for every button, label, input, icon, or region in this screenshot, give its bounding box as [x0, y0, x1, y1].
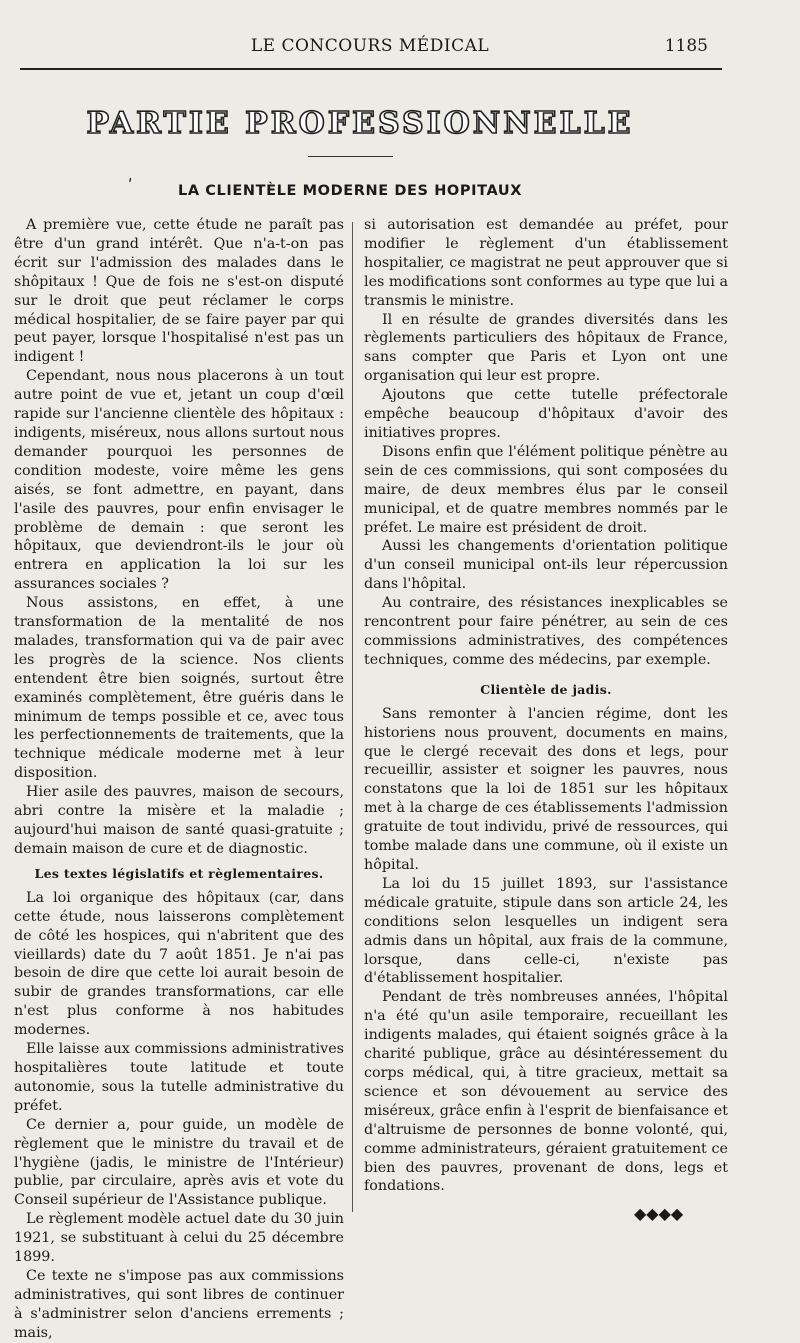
journal-title: LE CONCOURS MÉDICAL — [250, 36, 490, 56]
paragraph: Au contraire, des résistances inexplicables se rencontrent pour faire pénétrer, au sein de ces commissions administratives, des compétences techniques, comme des médecins, par exemple. — [364, 595, 728, 668]
paragraph: Il en résulte de grandes diversités dans les règlements particuliers des hôpitaux de France, sans compter que Paris et Lyon ont une organisation qui leur est propre. — [364, 311, 728, 385]
paragraph: Pendant de très nombreuses années, l'hôpital n'a été qu'un asile temporaire, recueillant les indigents malades, qui étaient soignés grâce à la charité publique, grâce au désintéressement du corps médical, qui, à titre gracieux, mettait sa science et son dévouement au service des miséreux, grâce enfin à l'esprit de bienfaisance et d'altruisme de personnes de bonne volonté, qui, comme administrateurs, géraient gratuitement ce bien des pauvres, provenant de dons, legs et fondations. — [364, 989, 728, 1195]
running-header — [20, 36, 780, 66]
paragraph: Le règlement modèle actuel date du 30 juin 1921, se substituant à celui du 25 décembre 1899. — [14, 1211, 344, 1266]
header-rule — [20, 68, 722, 70]
title-divider — [308, 156, 393, 157]
paragraph: si autorisation est demandée au préfet, pour modifier le règlement d'un établissement hospitalier, ce magistrat ne peut approuver que si les modifications sont conformes au type que lui a transmis le ministre. — [364, 217, 728, 309]
paragraph: Hier asile des pauvres, maison de secours, abri contre la misère et la maladie ; aujourd'hui maison de santé quasi-gratuite ; demain maison de cure et de diagnostic. — [14, 784, 344, 857]
paragraph: A première vue, cette étude ne paraît pas être d'un grand intérêt. Que n'a-t-on pas écrit sur l'admission des malades dans le shôpitaux ! Que de fois ne s'est-on disputé sur le droit que peut réclamer le corps médical hospitalier, de se faire payer par qui peut payer, lorsque l'hospitalisé n'est pas un indigent ! — [14, 217, 344, 366]
section-title: PARTIE PROFESSIONNELLE — [86, 106, 634, 141]
paragraph: La loi du 15 juillet 1893, sur l'assistance médicale gratuite, stipule dans son article 24, les conditions selon lesquelles un indigent sera admis dans un hôpital, aux frais de la commune, lorsque, dans celle-ci, n'existe pas d'établissement hospitalier. — [364, 875, 728, 987]
paragraph: Ce dernier a, pour guide, un modèle de règlement que le ministre du travail et de l'hygiène (jadis, le ministre de l'Intérieur) publie, par circulaire, après avis et vote du Conseil supérieur de l'Assistance publique. — [14, 1116, 344, 1209]
right-column — [364, 216, 728, 1196]
paragraph: Elle laisse aux commissions administratives hospitalières toute latitude et toute autonomie, sous la tutelle administrative du préfet. — [14, 1041, 344, 1114]
article-title: LA CLIENTÈLE MODERNE DES HOPITAUX — [178, 183, 522, 199]
paragraph: Ce texte ne s'impose pas aux commissions administratives, qui sont libres de continuer à s'administrer selon d'anciens errements ; mais, — [14, 1267, 344, 1341]
paragraph: Disons enfin que l'élément politique pénètre au sein de ces commissions, qui sont composées du maire, de deux membres élus par le conseil municipal, et de quatre membres nommés par le préfet. Le maire est président de droit. — [364, 443, 728, 536]
subheading-legislative-texts: Les textes législatifs et règlementaires. — [34, 865, 324, 881]
paragraph: Nous assistons, en effet, à une transformation de la mentalité de nos malades, transformation qui va de pair avec les progrès de la science. Nos clients entendent être bien soignés, surtout être examinés complètement, être guéris dans le minimum de temps possible et ce, avec tous les perfectionnements de traitements, que la technique médicale moderne met à leur disposition. — [14, 595, 344, 782]
page-number: 1185 — [664, 36, 708, 56]
paragraph: La loi organique des hôpitaux (car, dans cette étude, nous laisserons complètement de côté les hospices, qui n'abritent que des vieillards) date du 7 août 1851. Je n'ai pas besoin de dire que cette loi aurait besoin de subir de grandes transformations, car elle n'est plus conforme à nos habitudes modernes. — [14, 889, 344, 1039]
paragraph: Ajoutons que cette tutelle préfectorale empêche beaucoup d'hôpitaux d'avoir des initiatives propres. — [364, 387, 728, 441]
left-column — [14, 216, 344, 1343]
paragraph: Cependant, nous nous placerons à un tout autre point de vue et, jetant un coup d'œil rapide sur l'ancienne clientèle des hôpitaux : indigents, miséreux, nous allons surtout nous demander pourquoi les personnes de condition modeste, voire même les gens aisés, se font admettre, en payant, dans l'asile des pauvres, pour enfin envisager le problème de demain : que seront les hôpitaux, que deviendront-ils le jour où entrera en application la loi sur les assurances sociales ? — [14, 368, 344, 593]
column-divider — [352, 222, 353, 1212]
subheading-former-clientele: Clientèle de jadis. — [480, 681, 612, 697]
pencil-tick-mark: ʹ — [128, 176, 133, 195]
paragraph: Sans remonter à l'ancien régime, dont les historiens nous prouvent, documents en mains, que le clergé recevait des dons et legs, pour recueillir, assister et soigner les pauvres, nous constatons que la loi de 1851 sur les hôpitaux met à la charge de ces établissements l'admission gratuite de tout individu, privé de ressources, qui tombe malade dans une commune, où il existe un hôpital. — [364, 705, 728, 873]
end-ornament: ◆◆◆◆ — [634, 1204, 684, 1223]
paragraph: Aussi les changements d'orientation politique d'un conseil municipal ont-ils leur répercussion dans l'hôpital. — [364, 538, 728, 593]
